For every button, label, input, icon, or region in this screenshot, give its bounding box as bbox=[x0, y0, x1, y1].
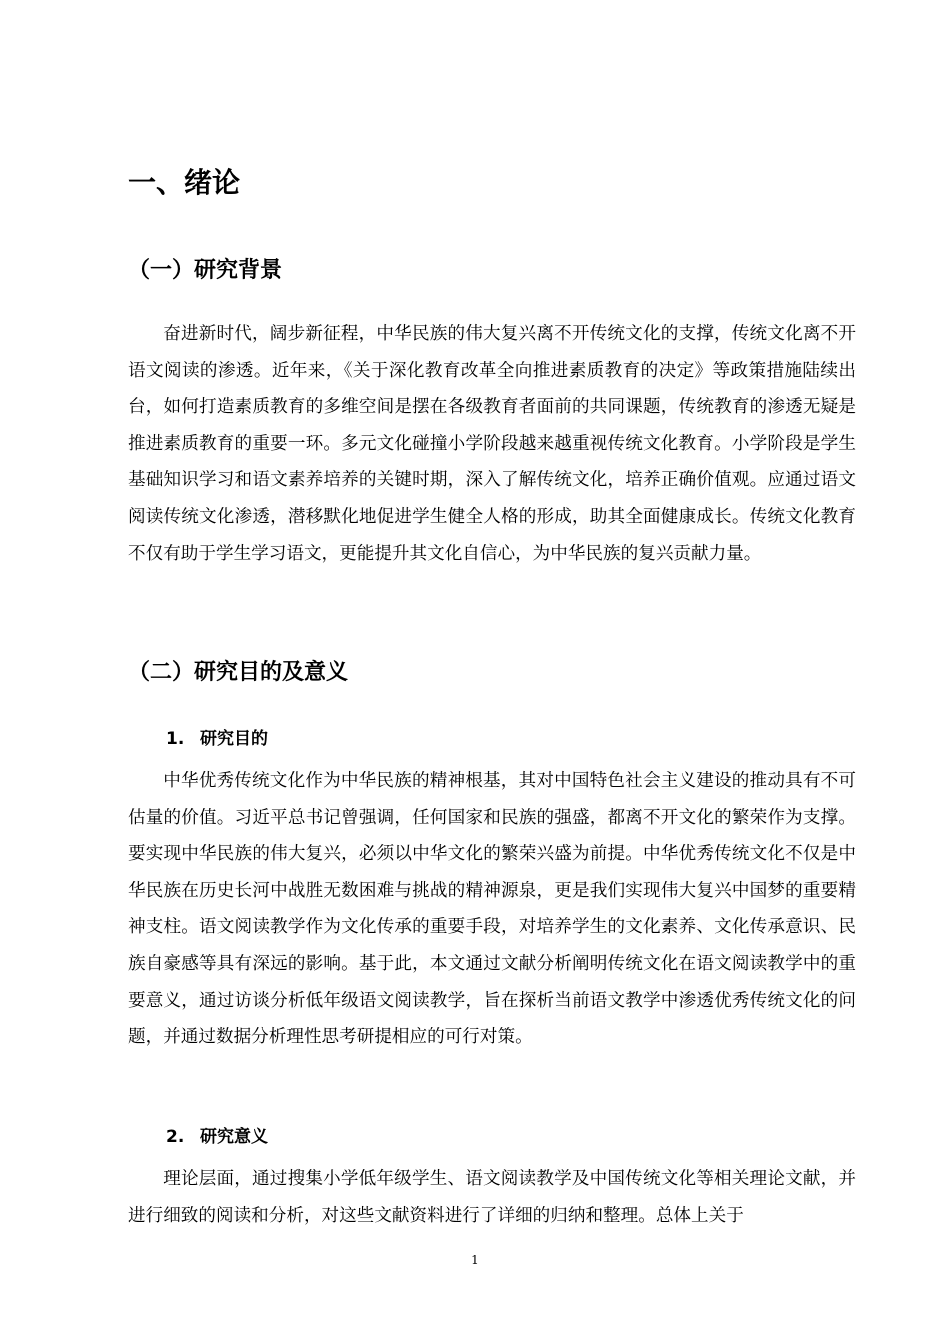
paragraph-background: 奋进新时代，阔步新征程，中华民族的伟大复兴离不开传统文化的支撑，传统文化离不开语文阅读的渗透。近年来，《关于深化教育改革全向推进素质教育的决定》等政策措施陆续出台，如何打造素质教育的多维空间是摆在各级教育者面前的共同课题，传统教育的渗透无疑是推进素质教育的重要一环。多元文化碰撞小学阶段越来越重视传统文化教育。小学阶段是学生基础知识学习和语文素养培养的关键时期，深入了解传统文化，培养正确价值观。应通过语文阅读传统文化渗透，潜移默化地促进学生健全人格的形成，助其全面健康成长。传统文化教育不仅有助于学生学习语文，更能提升其文化自信心，为中华民族的复兴贡献力量。 bbox=[128, 324, 856, 564]
subsection-number: 1. bbox=[166, 729, 185, 749]
chapter-title: 一、绪论 bbox=[128, 166, 241, 199]
subsection-title: 研究目的 bbox=[200, 729, 268, 749]
section-title-purpose-significance: （二）研究目的及意义 bbox=[128, 660, 349, 685]
subsection-number: 2. bbox=[166, 1127, 185, 1147]
subsection-heading-significance bbox=[166, 1124, 268, 1150]
subsection-title: 研究意义 bbox=[200, 1127, 268, 1147]
subsection-heading-purpose bbox=[166, 726, 268, 752]
page-number: 1 bbox=[471, 1253, 479, 1267]
paragraph-purpose: 中华优秀传统文化作为中华民族的精神根基，其对中国特色社会主义建设的推动具有不可估量的价值。习近平总书记曾强调，任何国家和民族的强盛，都离不开文化的繁荣作为支撑。要实现中华民族的伟大复兴，必须以中华文化的繁荣兴盛为前提。中华优秀传统文化不仅是中华民族在历史长河中战胜无数困难与挑战的精神源泉，更是我们实现伟大复兴中国梦的重要精神支柱。语文阅读教学作为文化传承的重要手段，对培养学生的文化素养、文化传承意识、民族自豪感等具有深远的影响。基于此，本文通过文献分析阐明传统文化在语文阅读教学中的重要意义，通过访谈分析低年级语文阅读教学，旨在探析当前语文教学中渗透优秀传统文化的问题，并通过数据分析理性思考研提相应的可行对策。 bbox=[128, 771, 856, 1048]
section-title-background: （一）研究背景 bbox=[128, 258, 283, 283]
paragraph-significance: 理论层面，通过搜集小学低年级学生、语文阅读教学及中国传统文化等相关理论文献，并进行细致的阅读和分析，对这些文献资料进行了详细的归纳和整理。总体上关于 bbox=[128, 1169, 856, 1226]
